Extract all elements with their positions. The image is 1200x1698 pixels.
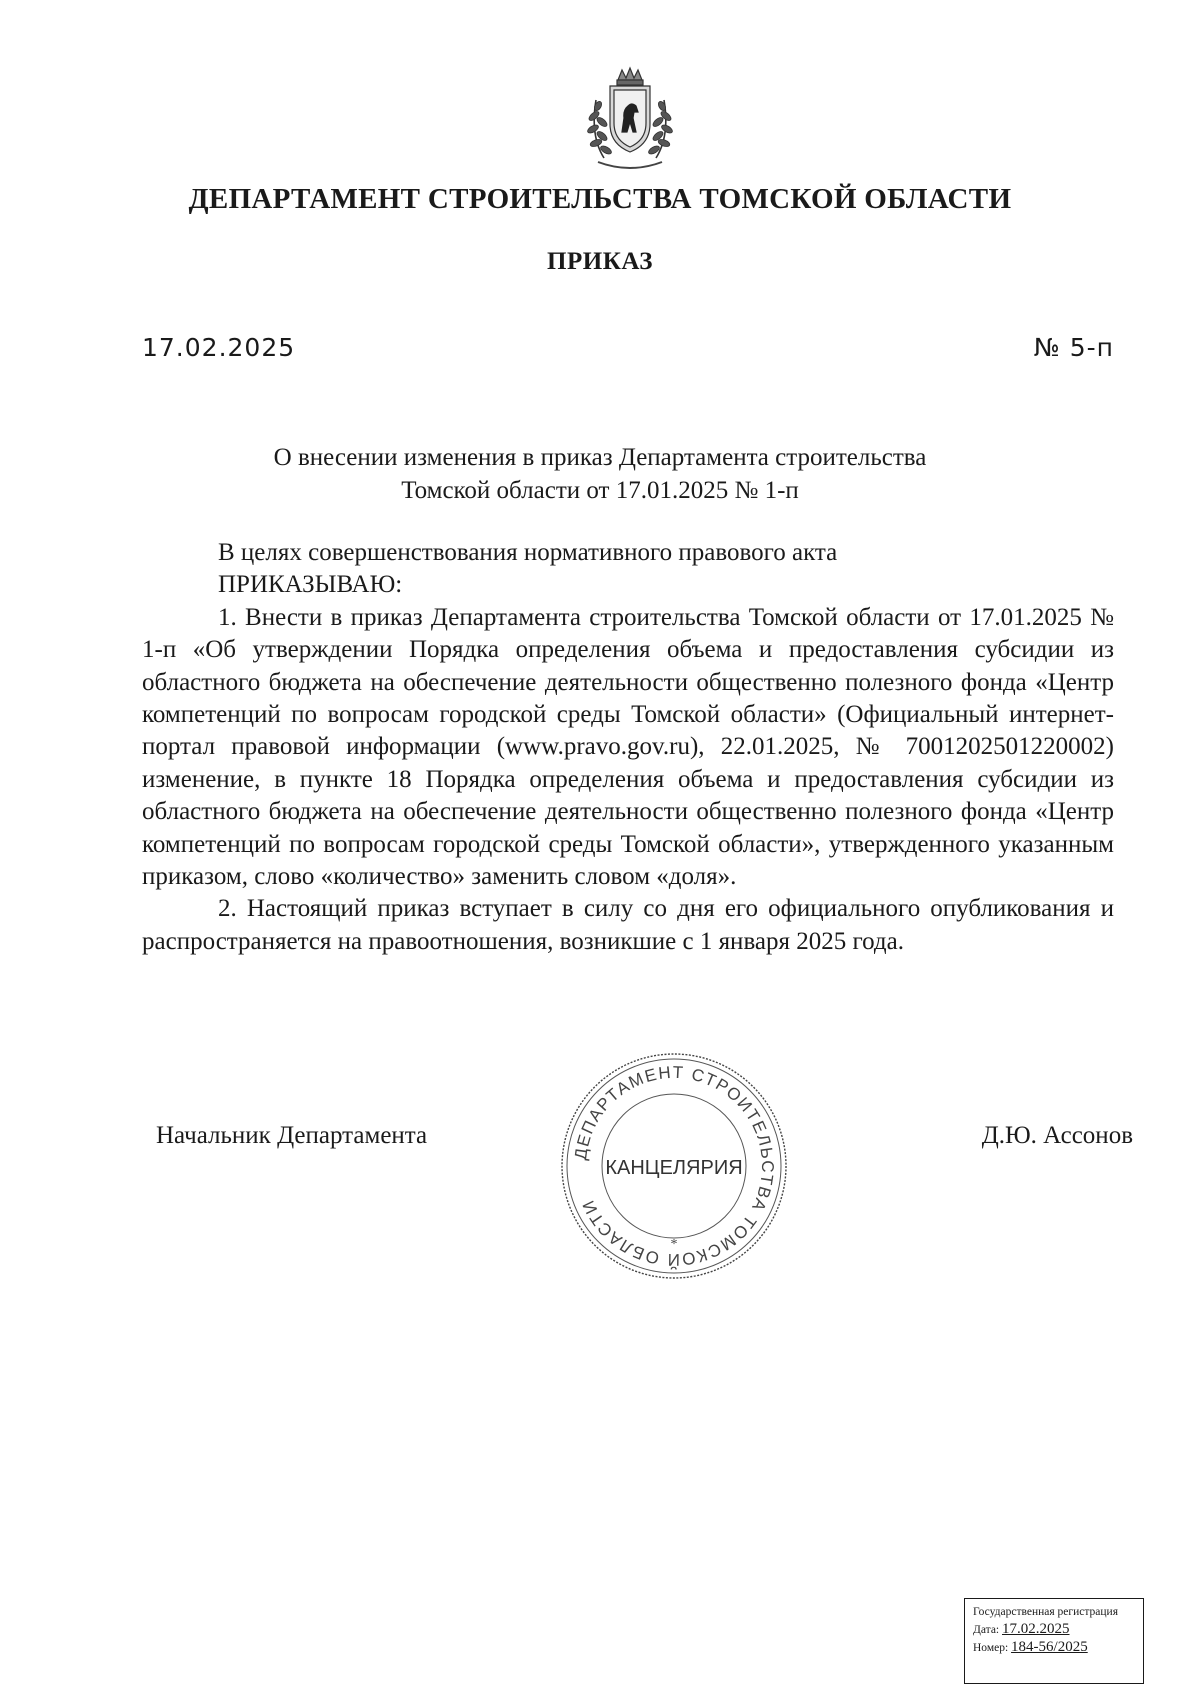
signer-title: Начальник Департамента bbox=[156, 1122, 428, 1149]
document-date: 17.02.2025 bbox=[142, 333, 296, 362]
stamp-star-icon: * bbox=[670, 1237, 678, 1252]
subject-line-2: Томской области от 17.01.2025 № 1-п bbox=[401, 477, 799, 504]
order-item-1: 1. Внести в приказ Департамента строительства Томской области от 17.01.2025 № 1-п «Об утверждении Порядка определения объема и предоставления субсидии из областного бюджета на обеспечение деятельности общественно полезного фонда «Центр компетенций по вопросам городской среды Томской области» (Официальный интернет-портал правовой информации (www.pravo.gov.ru), 22.01.2025, № 7001202501220002) изменение, в пункте 18 Порядка определения объема и предоставления субсидии из областного бюджета на обеспечение деятельности общественно полезного фонда «Центр компетенций по вопросам городской среды Томской области», утвержденного указанным приказом, слово «количество» заменить словом «доля». bbox=[142, 603, 1114, 891]
coat-of-arms-icon bbox=[568, 66, 692, 176]
registration-number-row bbox=[973, 1639, 1137, 1657]
registration-heading: Государственная регистрация bbox=[973, 1606, 1118, 1618]
signer-name: Д.Ю. Ассонов bbox=[981, 1122, 1133, 1149]
document-body bbox=[142, 537, 1114, 958]
registration-date-value: 17.02.2025 bbox=[1002, 1621, 1070, 1637]
subject-line-1: О внесении изменения в приказ Департамента строительства bbox=[273, 444, 927, 471]
preamble: В целях совершенствования нормативного правового акта bbox=[218, 539, 838, 566]
registration-date-label: Дата: bbox=[973, 1624, 1000, 1636]
stamp-center-text: КАНЦЕЛЯРИЯ bbox=[605, 1157, 743, 1179]
registration-number-value: 184-56/2025 bbox=[1011, 1639, 1088, 1655]
registration-number-label: Номер: bbox=[973, 1642, 1009, 1654]
document-type: ПРИКАЗ bbox=[547, 248, 653, 275]
stamp-ring-text: ДЕПАРТАМЕНТ СТРОИТЕЛЬСТВА ТОМСКОЙ ОБЛАСТИ bbox=[571, 1062, 778, 1270]
order-word: ПРИКАЗЫВАЮ: bbox=[218, 571, 403, 599]
order-item-2: 2. Настоящий приказ вступает в силу со дня его официального опубликования и распространяется на правоотношения, возникшие с 1 января 2025 года. bbox=[142, 895, 1114, 955]
office-stamp bbox=[556, 1048, 792, 1284]
document-subject bbox=[0, 441, 1200, 507]
registration-date-row bbox=[973, 1621, 1137, 1639]
registration-box bbox=[964, 1598, 1144, 1684]
document-number: № 5-п bbox=[1033, 333, 1114, 362]
department-title: ДЕПАРТАМЕНТ СТРОИТЕЛЬСТВА ТОМСКОЙ ОБЛАСТИ bbox=[188, 183, 1012, 215]
